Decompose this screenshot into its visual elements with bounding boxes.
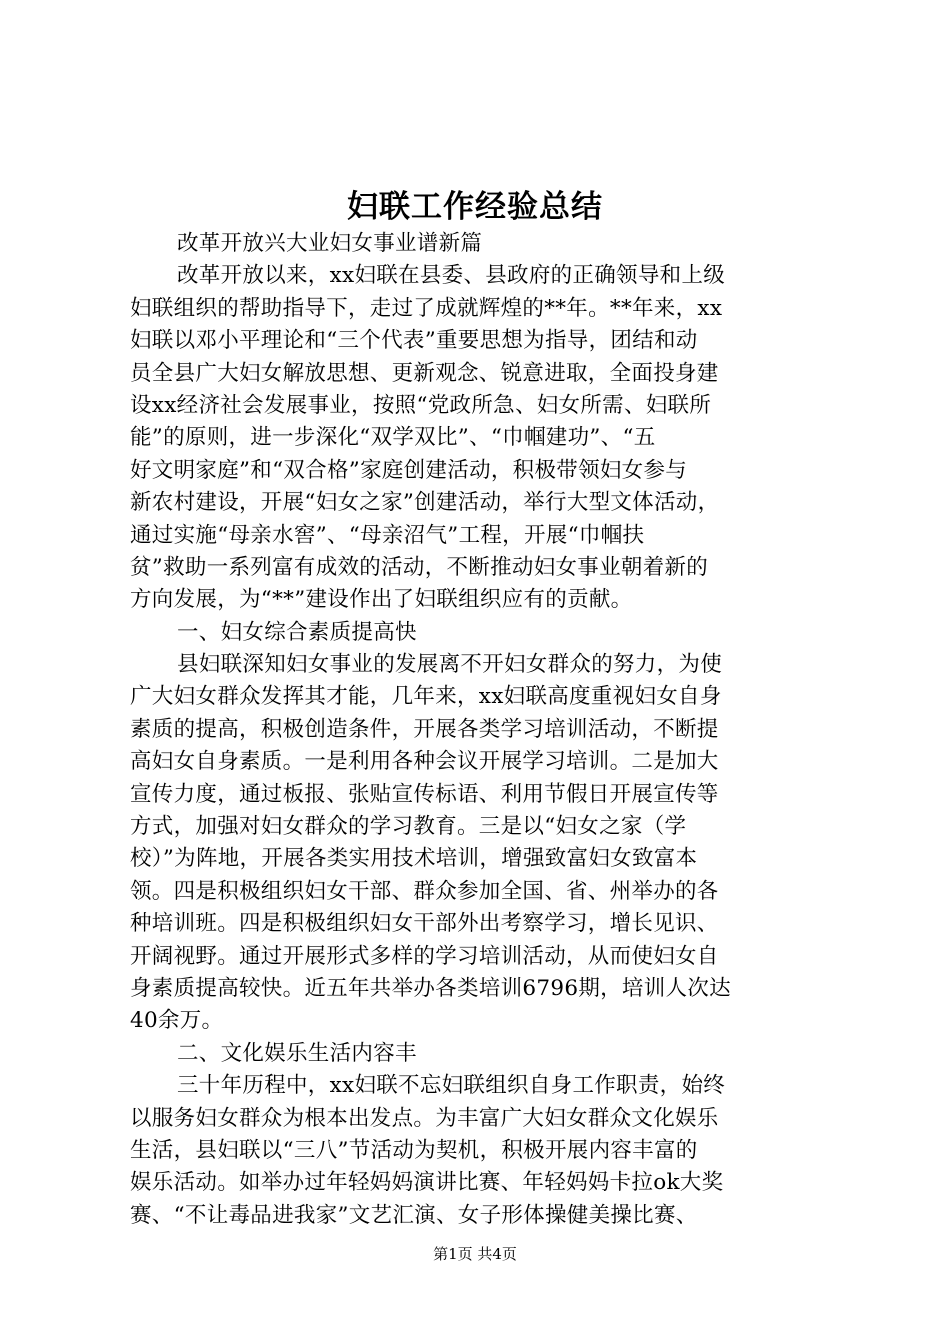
page-footer: 第1页 共4页 [433,1245,517,1263]
paragraph-line: 领。四是积极组织妇女干部、群众参加全国、省、州举办的各 [130,878,719,904]
section-heading: 一、妇女综合素质提高快 [177,619,417,645]
paragraph-line: 三十年历程中，xx妇联不忘妇联组织自身工作职责，始终 [177,1073,726,1099]
paragraph-line: 素质的提高，积极创造条件，开展各类学习培训活动，不断提 [130,716,719,742]
paragraph-line: 能”的原则，进一步深化“双学双比”、“巾帼建功”、“五 [130,425,656,451]
paragraph-line: 设xx经济社会发展事业，按照“党政所急、妇女所需、妇联所 [130,392,712,418]
paragraph-line: 县妇联深知妇女事业的发展离不开妇女群众的努力，为使 [177,652,723,678]
paragraph-line: 40余万。 [130,1008,224,1034]
paragraph-line: 新农村建设，开展“妇女之家”创建活动，举行大型文体活动， [130,490,720,516]
paragraph-line: 宣传力度，通过板报、张贴宣传标语、利用节假日开展宣传等 [130,781,719,807]
paragraph-line: 妇联组织的帮助指导下，走过了成就辉煌的**年。**年来，xx [130,295,723,321]
paragraph-line: 赛、“不让毒品进我家”文艺汇演、女子形体操健美操比赛、 [130,1202,698,1228]
paragraph-line: 开阔视野。通过开展形式多样的学习培训活动，从而使妇女自 [130,943,719,969]
paragraph-line: 员全县广大妇女解放思想、更新观念、锐意进取，全面投身建 [130,360,719,386]
document-body [130,228,830,1232]
paragraph-line: 通过实施“母亲水窖”、“母亲沼气”工程，开展“巾帼扶 [130,522,645,548]
paragraph-line: 种培训班。四是积极组织妇女干部外出考察学习，增长见识、 [130,911,719,937]
document-title: 妇联工作经验总结 [347,189,603,225]
paragraph-line: 妇联以邓小平理论和“三个代表”重要思想为指导，团结和动 [130,328,698,354]
paragraph-line: 贫”救助一系列富有成效的活动，不断推动妇女事业朝着新的 [130,554,709,580]
paragraph-line: 生活，县妇联以“三八”节活动为契机，积极开展内容丰富的 [130,1137,698,1163]
subtitle-line: 改革开放兴大业妇女事业谱新篇 [177,231,483,256]
section-heading: 二、文化娱乐生活内容丰 [177,1040,417,1066]
paragraph-line: 改革开放以来，xx妇联在县委、县政府的正确领导和上级 [177,263,726,289]
paragraph-line: 方向发展，为“**”建设作出了妇联组织应有的贡献。 [130,587,633,613]
paragraph-line: 以服务妇女群众为根本出发点。为丰富广大妇女群众文化娱乐 [130,1105,719,1131]
paragraph-line: 广大妇女群众发挥其才能，几年来，xx妇联高度重视妇女自身 [130,684,722,710]
paragraph-line: 方式，加强对妇女群众的学习教育。三是以“妇女之家（学 [130,814,687,840]
paragraph-line: 娱乐活动。如举办过年轻妈妈演讲比赛、年轻妈妈卡拉ok大奖 [130,1170,724,1196]
paragraph-line: 高妇女自身素质。一是利用各种会议开展学习培训。二是加大 [130,749,719,775]
paragraph-line: 身素质提高较快。近五年共举办各类培训6796期，培训人次达 [130,975,731,1001]
paragraph-line: 好文明家庭”和“双合格”家庭创建活动，积极带领妇女参与 [130,457,688,483]
paragraph-line: 校）”为阵地，开展各类实用技术培训，增强致富妇女致富本 [130,846,698,872]
